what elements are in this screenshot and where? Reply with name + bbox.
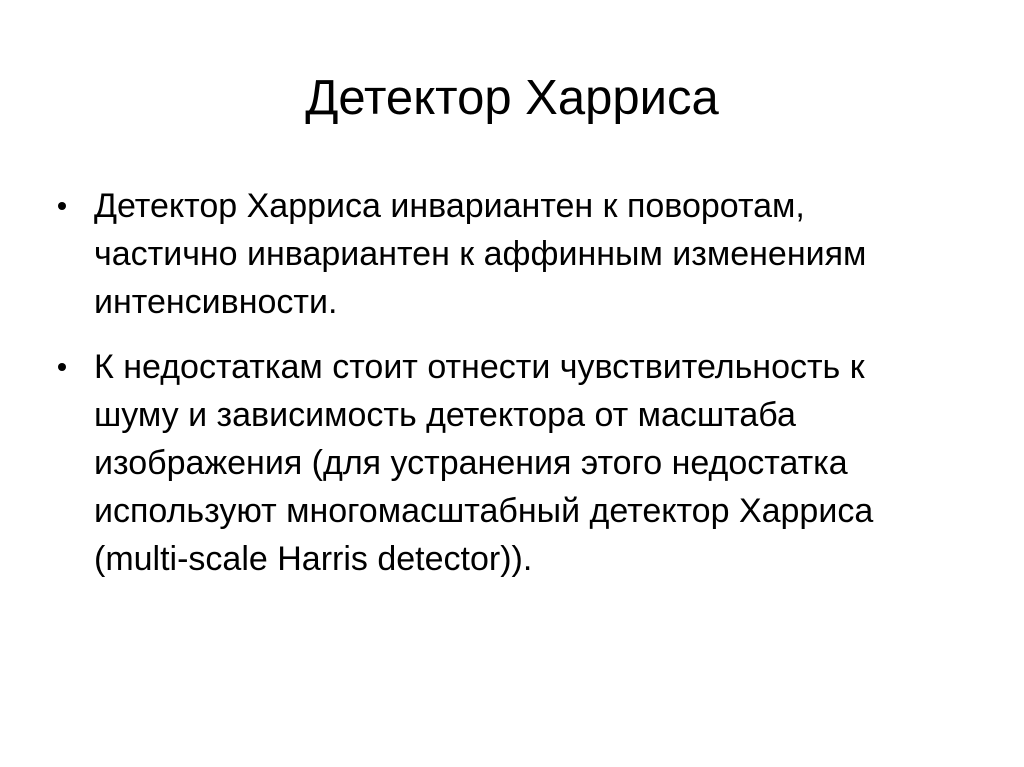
bullet-text: К недостаткам стоит отнести чувствительность к шуму и зависимость детектора от масштаба изображения (для устранения этого недостатка используют многомасштабный детектор Харриса (multi-scale Harris detector)). xyxy=(94,348,874,578)
bullet-item xyxy=(58,182,978,326)
bullet-dot-icon xyxy=(58,363,66,371)
slide-title: Детектор Харриса xyxy=(305,71,719,125)
bullet-list xyxy=(58,182,978,600)
bullet-item xyxy=(58,343,978,583)
bullet-text: Детектор Харриса инвариантен к поворотам, частично инвариантен к аффинным изменениям интенсивности. xyxy=(94,187,867,321)
bullet-dot-icon xyxy=(58,202,66,210)
